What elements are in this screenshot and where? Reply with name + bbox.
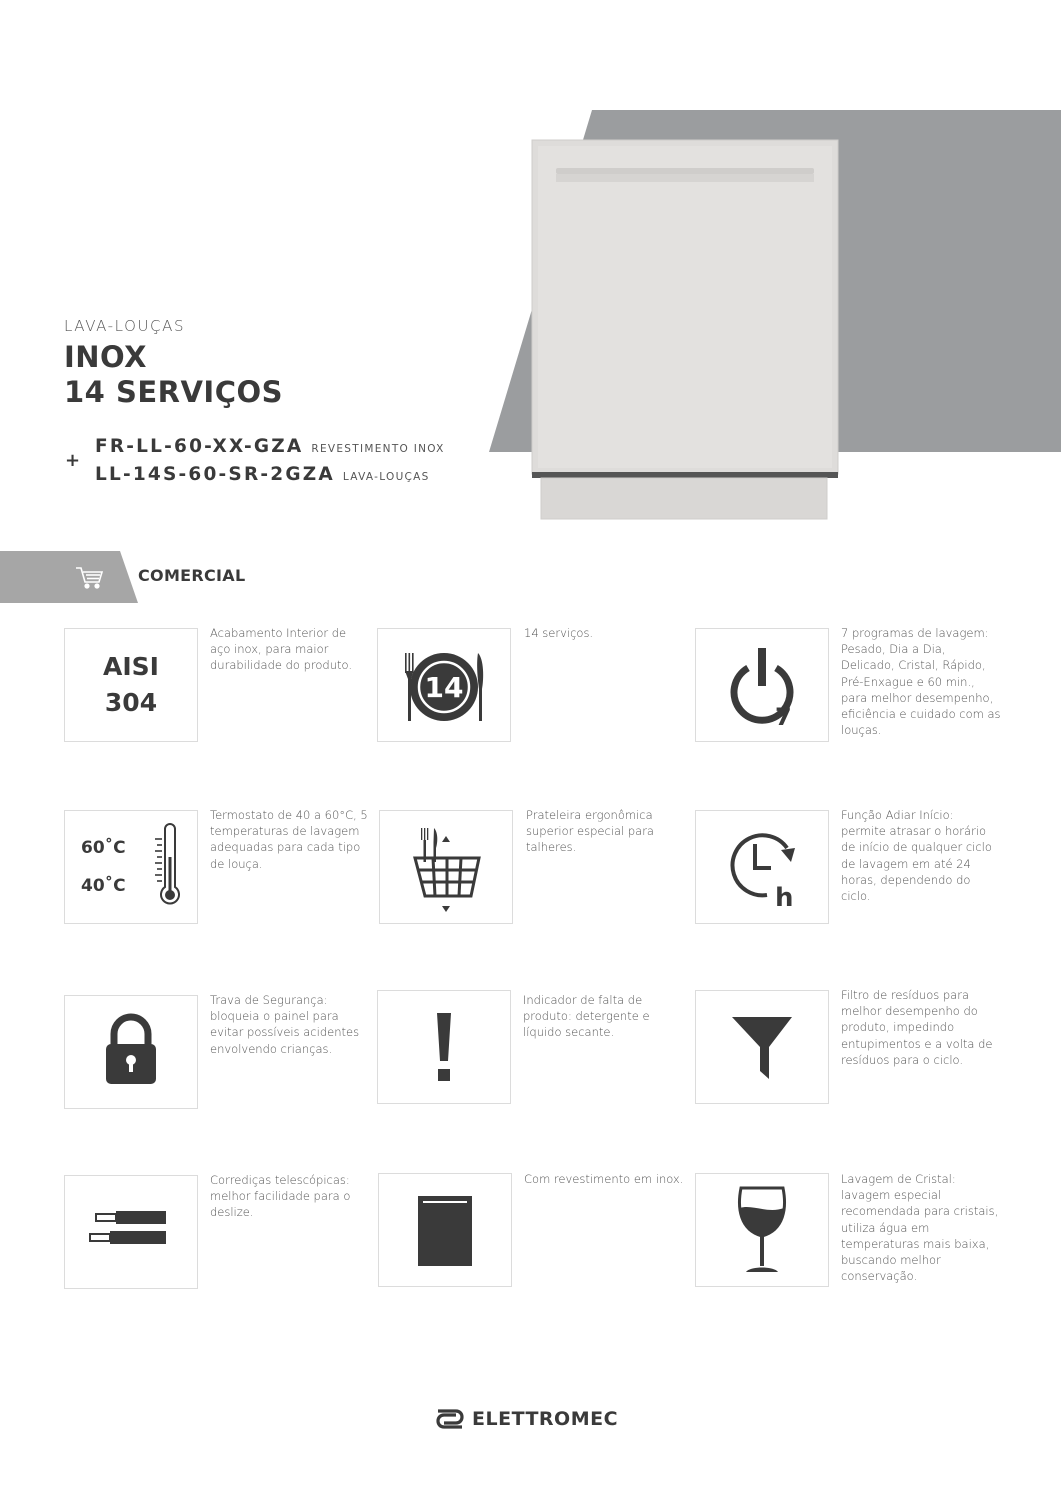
fourteen-place-settings-icon [394,645,494,725]
padlock-icon [96,1012,166,1092]
brand-name: ELETTROMEC [472,1408,619,1430]
model-row-2 [95,464,430,485]
section-label: COMERCIAL [138,566,246,585]
feature-box-cutlery [379,810,513,924]
feature-box-place-settings [377,628,511,742]
feature-text: 7 programas de lavagem: Pesado, Dia a Dia, Delicado, Cristal, Rápido, Pré-Enxague e 60 min., para melhor desempenho, eficiência e cuidado com as louças. [841,626,1001,738]
product-category: LAVA-LOUÇAS [64,317,186,335]
thermometer-icon [71,817,191,917]
feature-box-aisi [64,628,198,742]
temp-low-label: 40˚C [81,876,126,896]
feature-box-crystal [695,1173,829,1287]
feature-box-rails [64,1175,198,1289]
feature-text: Lavagem de Cristal: lavagem especial recomendada para cristais, utiliza água em temperaturas mais baixa, buscando melhor conservação. [841,1172,999,1284]
aisi-304-icon [103,649,159,721]
model-row-1 [95,436,445,457]
commercial-tab [0,551,140,603]
delay-start-clock-icon [717,822,807,912]
feature-box-filter [695,990,829,1104]
feature-box-delay [695,810,829,924]
feature-text: Trava de Segurança: bloqueia o painel para evitar possíveis acidentes envolvendo crianças. [210,993,360,1056]
elettromec-logo-icon [434,1405,466,1433]
feature-text: Indicador de falta de produto: detergente e líquido secante. [523,993,650,1040]
feature-box-programs [695,628,829,742]
feature-box-indicator [377,990,511,1104]
feature-text: Corrediças telescópicas: melhor facilidade para o deslize. [210,1173,351,1220]
feature-text: Prateleira ergonômica superior especial para talheres. [526,808,654,855]
feature-text: 14 serviços. [524,626,594,640]
product-title: INOX [64,340,148,374]
model-code: LL-14S-60-SR-2GZA [95,464,335,485]
dishwasher-image [532,140,838,519]
telescopic-rails-icon [86,1202,176,1262]
model-code: FR-LL-60-XX-GZA [95,436,304,457]
temp-high-label: 60˚C [81,838,126,858]
feature-text: Função Adiar Início: permite atrasar o horário de início de qualquer ciclo de lavagem em até 24 horas, dependendo do ciclo. [841,808,992,904]
feature-text: Filtro de resíduos para melhor desempenho do produto, impedindo entupimentos e a volta de resíduos para o ciclo. [841,988,993,1067]
badge-number: 7 [775,703,792,730]
feature-text: Termostato de 40 a 60°C, 5 temperaturas de lavagem adequadas para cada tipo de louça. [210,808,368,871]
seven-programs-icon [717,640,807,730]
model-tag: REVESTIMENTO INOX [311,443,445,455]
funnel-filter-icon [722,1007,802,1087]
wine-glass-icon [732,1182,792,1278]
plus-sign: + [65,450,81,471]
cutlery-basket-icon [401,822,491,912]
feature-text: Acabamento Interior de aço inox, para maior durabilidade do produto. [210,626,353,673]
model-tag: LAVA-LOUÇAS [342,471,430,483]
aisi-number: 304 [104,688,158,717]
aisi-label: AISI [103,652,159,681]
stainless-panel-icon [410,1190,480,1270]
feature-box-panel [378,1173,512,1287]
feature-box-thermostat [64,810,198,924]
feature-box-lock [64,995,198,1109]
brand-logo [434,1405,618,1433]
product-subtitle: 14 SERVIÇOS [64,375,284,409]
badge-number: 14 [424,671,464,704]
exclamation-icon [424,1007,464,1087]
badge-letter: h [775,883,794,912]
feature-text: Com revestimento em inox. [524,1172,684,1186]
